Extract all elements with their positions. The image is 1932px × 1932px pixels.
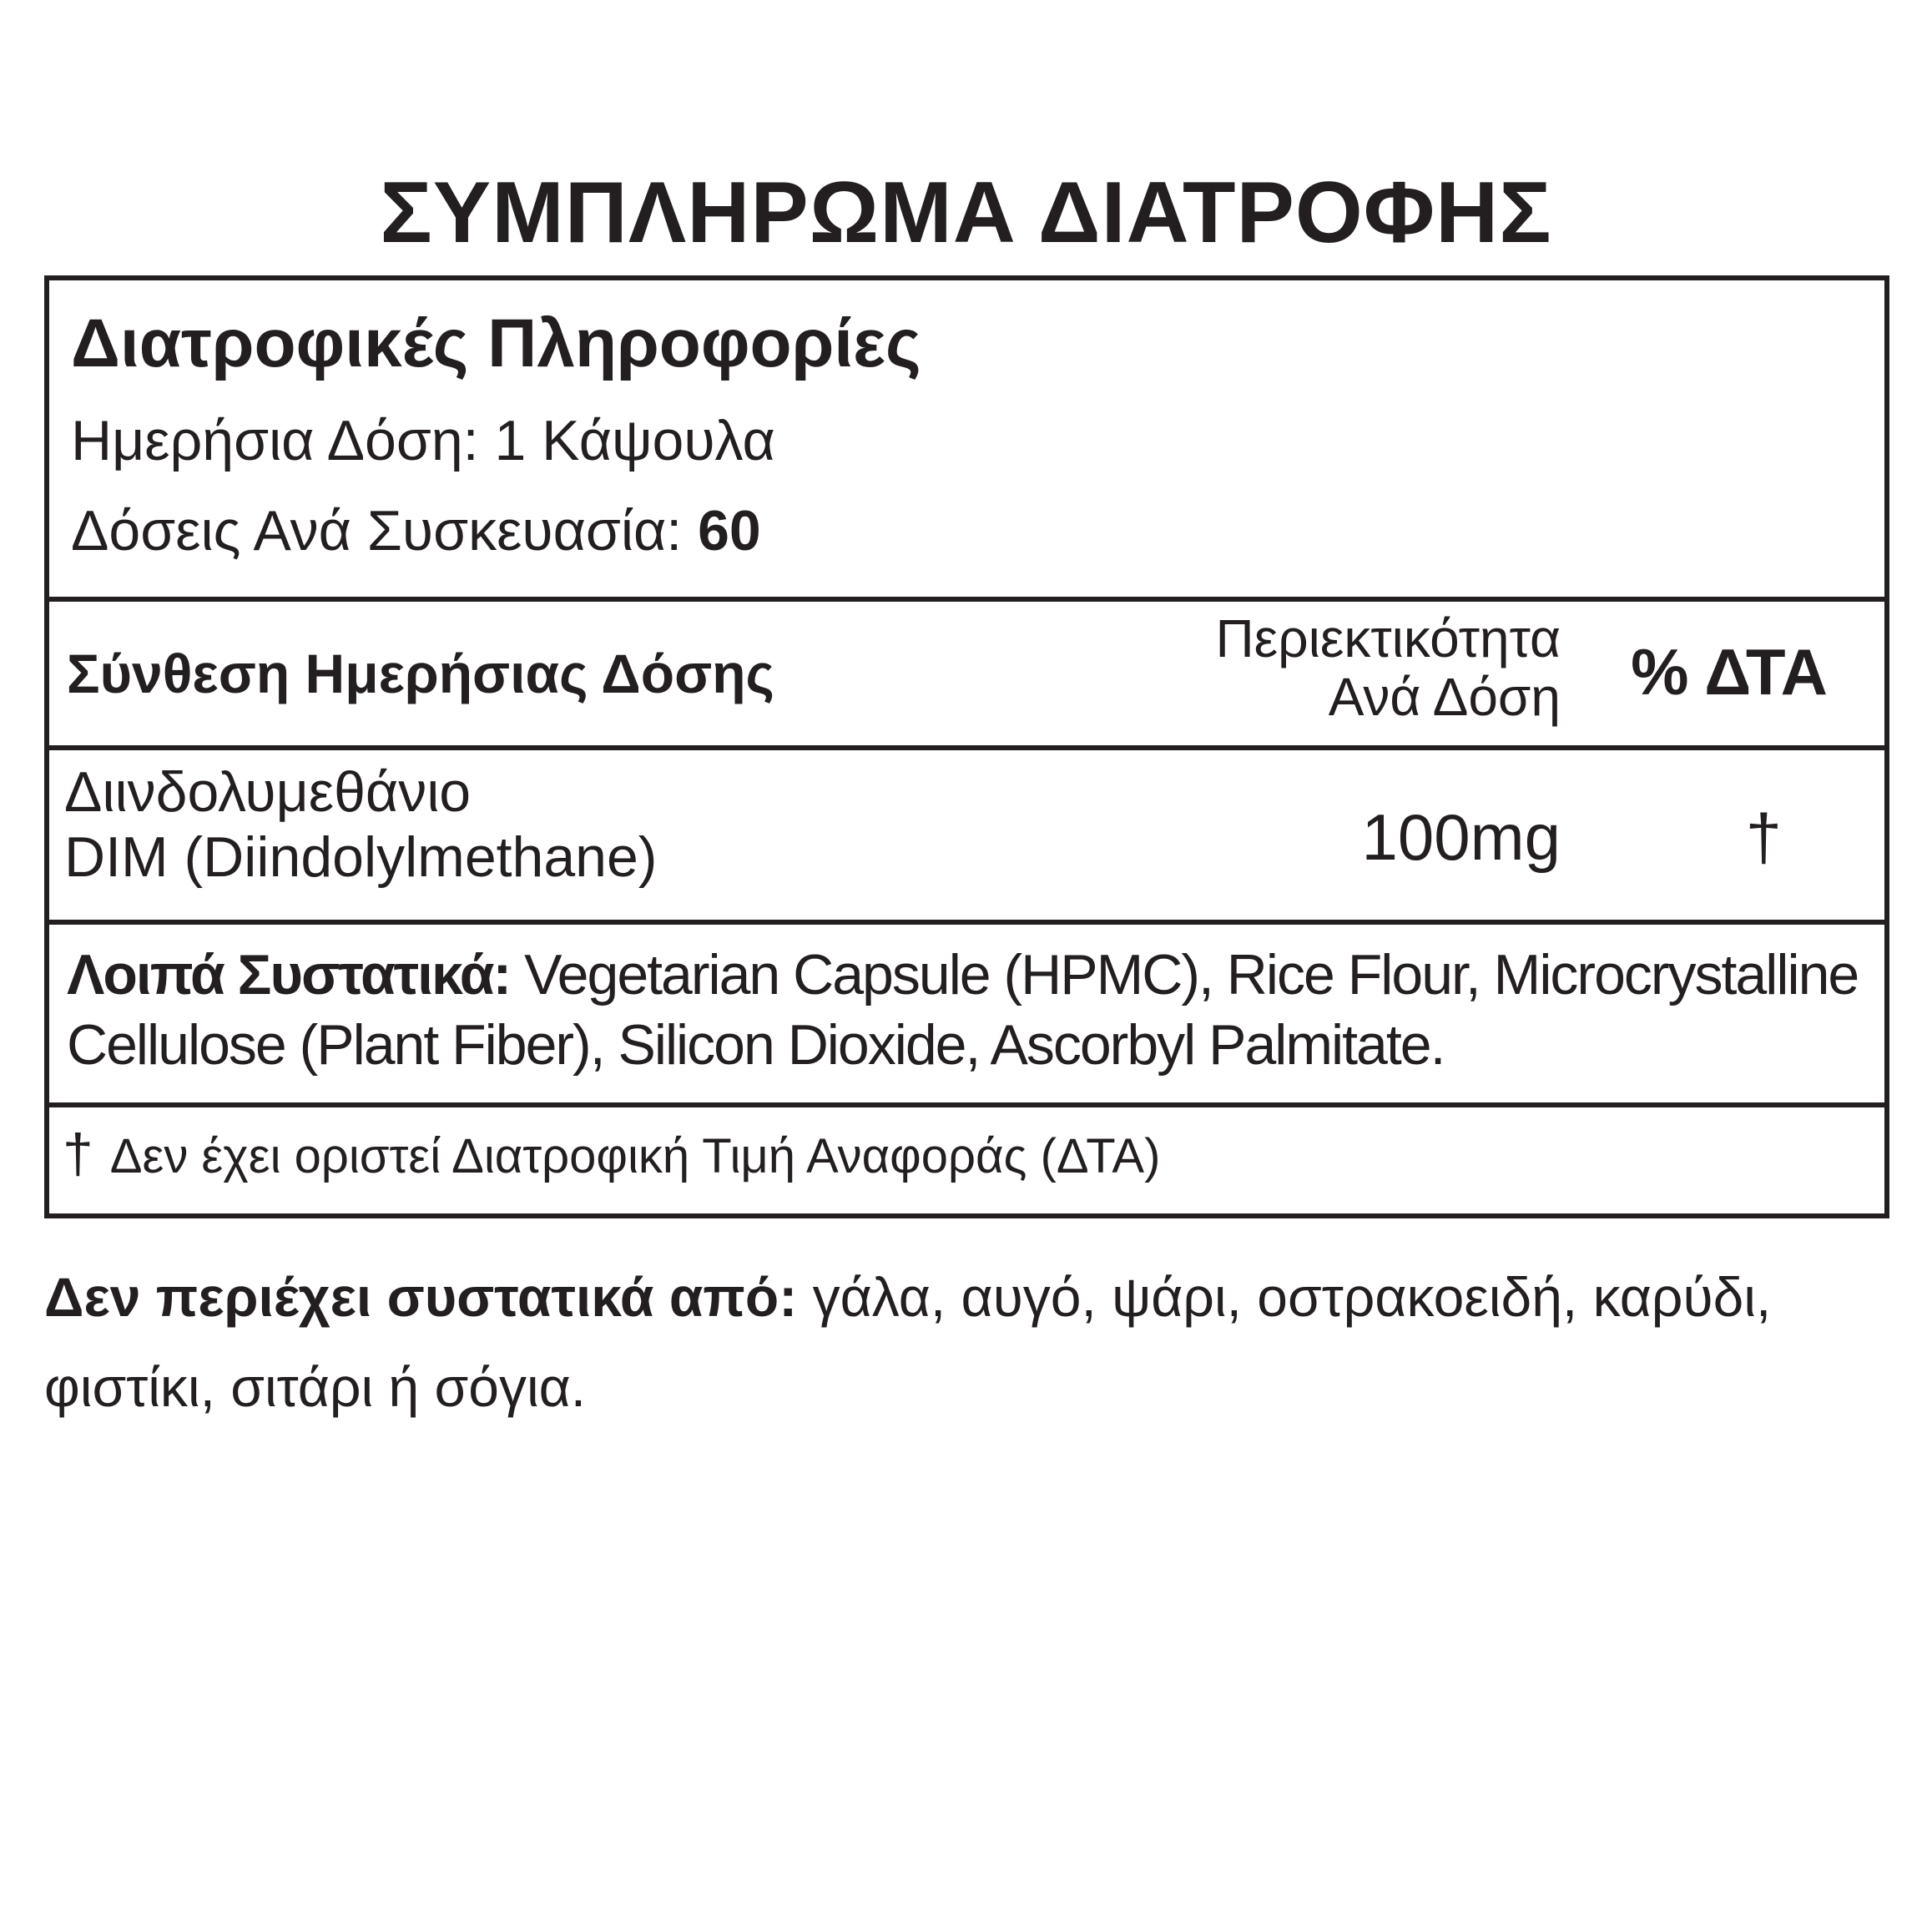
other-ingredients-text: Vegetarian Capsule (HPMC), Rice Flour, Microcrystalline Cellulose (Plant Fiber), Silicon Dioxide, Ascorbyl Palmitate.: [67, 943, 1859, 1077]
ingredient-amount: 100mg: [1361, 800, 1561, 874]
ingredient-name-greek: Διινδολυμεθάνιο: [64, 760, 472, 824]
divider-other: [49, 1102, 1884, 1107]
serving-size: [71, 407, 775, 474]
column-header-amount: [1215, 609, 1561, 726]
table-row: [64, 759, 657, 890]
footnote: [63, 1120, 1160, 1190]
ingredient-name-english: DIM (Diindolylmethane): [64, 825, 658, 889]
divider-ingredients: [49, 920, 1884, 925]
column-header-dv: % ΔΤΑ: [1631, 635, 1828, 709]
serving-size-value: 1 Κάψουλα: [494, 409, 775, 472]
divider-info: [49, 597, 1884, 602]
dagger-symbol: †: [63, 1122, 93, 1184]
footnote-text: Δεν έχει οριστεί Διατροφική Τιμή Αναφοράς (ΔΤΑ): [109, 1129, 1161, 1183]
servings-per-container-label: Δόσεις Ανά Συσκευασία:: [71, 499, 683, 562]
column-header-amount-line1: Περιεκτικότητα: [1215, 608, 1561, 668]
allergen-statement: [44, 1252, 1880, 1432]
servings-per-container: [71, 497, 761, 564]
other-ingredients-label: Λοιπά Συστατικά:: [67, 943, 511, 1006]
divider-header: [49, 745, 1884, 750]
column-header-ingredient: Σύνθεση Ημερήσιας Δόσης: [67, 643, 774, 704]
page-title: ΣΥΜΠΛΗΡΩΜΑ ΔΙΑΤΡΟΦΗΣ: [380, 164, 1552, 261]
ingredient-dv: †: [1745, 800, 1782, 874]
servings-per-container-value: 60: [698, 499, 761, 562]
column-header-amount-line2: Ανά Δόση: [1328, 667, 1561, 727]
serving-size-label: Ημερήσια Δόση:: [71, 409, 479, 472]
other-ingredients: [67, 940, 1878, 1080]
info-heading: Διατροφικές Πληροφορίες: [71, 305, 921, 381]
allergen-label: Δεν περιέχει συστατικά από:: [44, 1266, 798, 1328]
allergen-text: γάλα, αυγό, ψάρι, οστρακοειδή, καρύδι, φιστίκι, σιτάρι ή σόγια.: [44, 1266, 1772, 1418]
